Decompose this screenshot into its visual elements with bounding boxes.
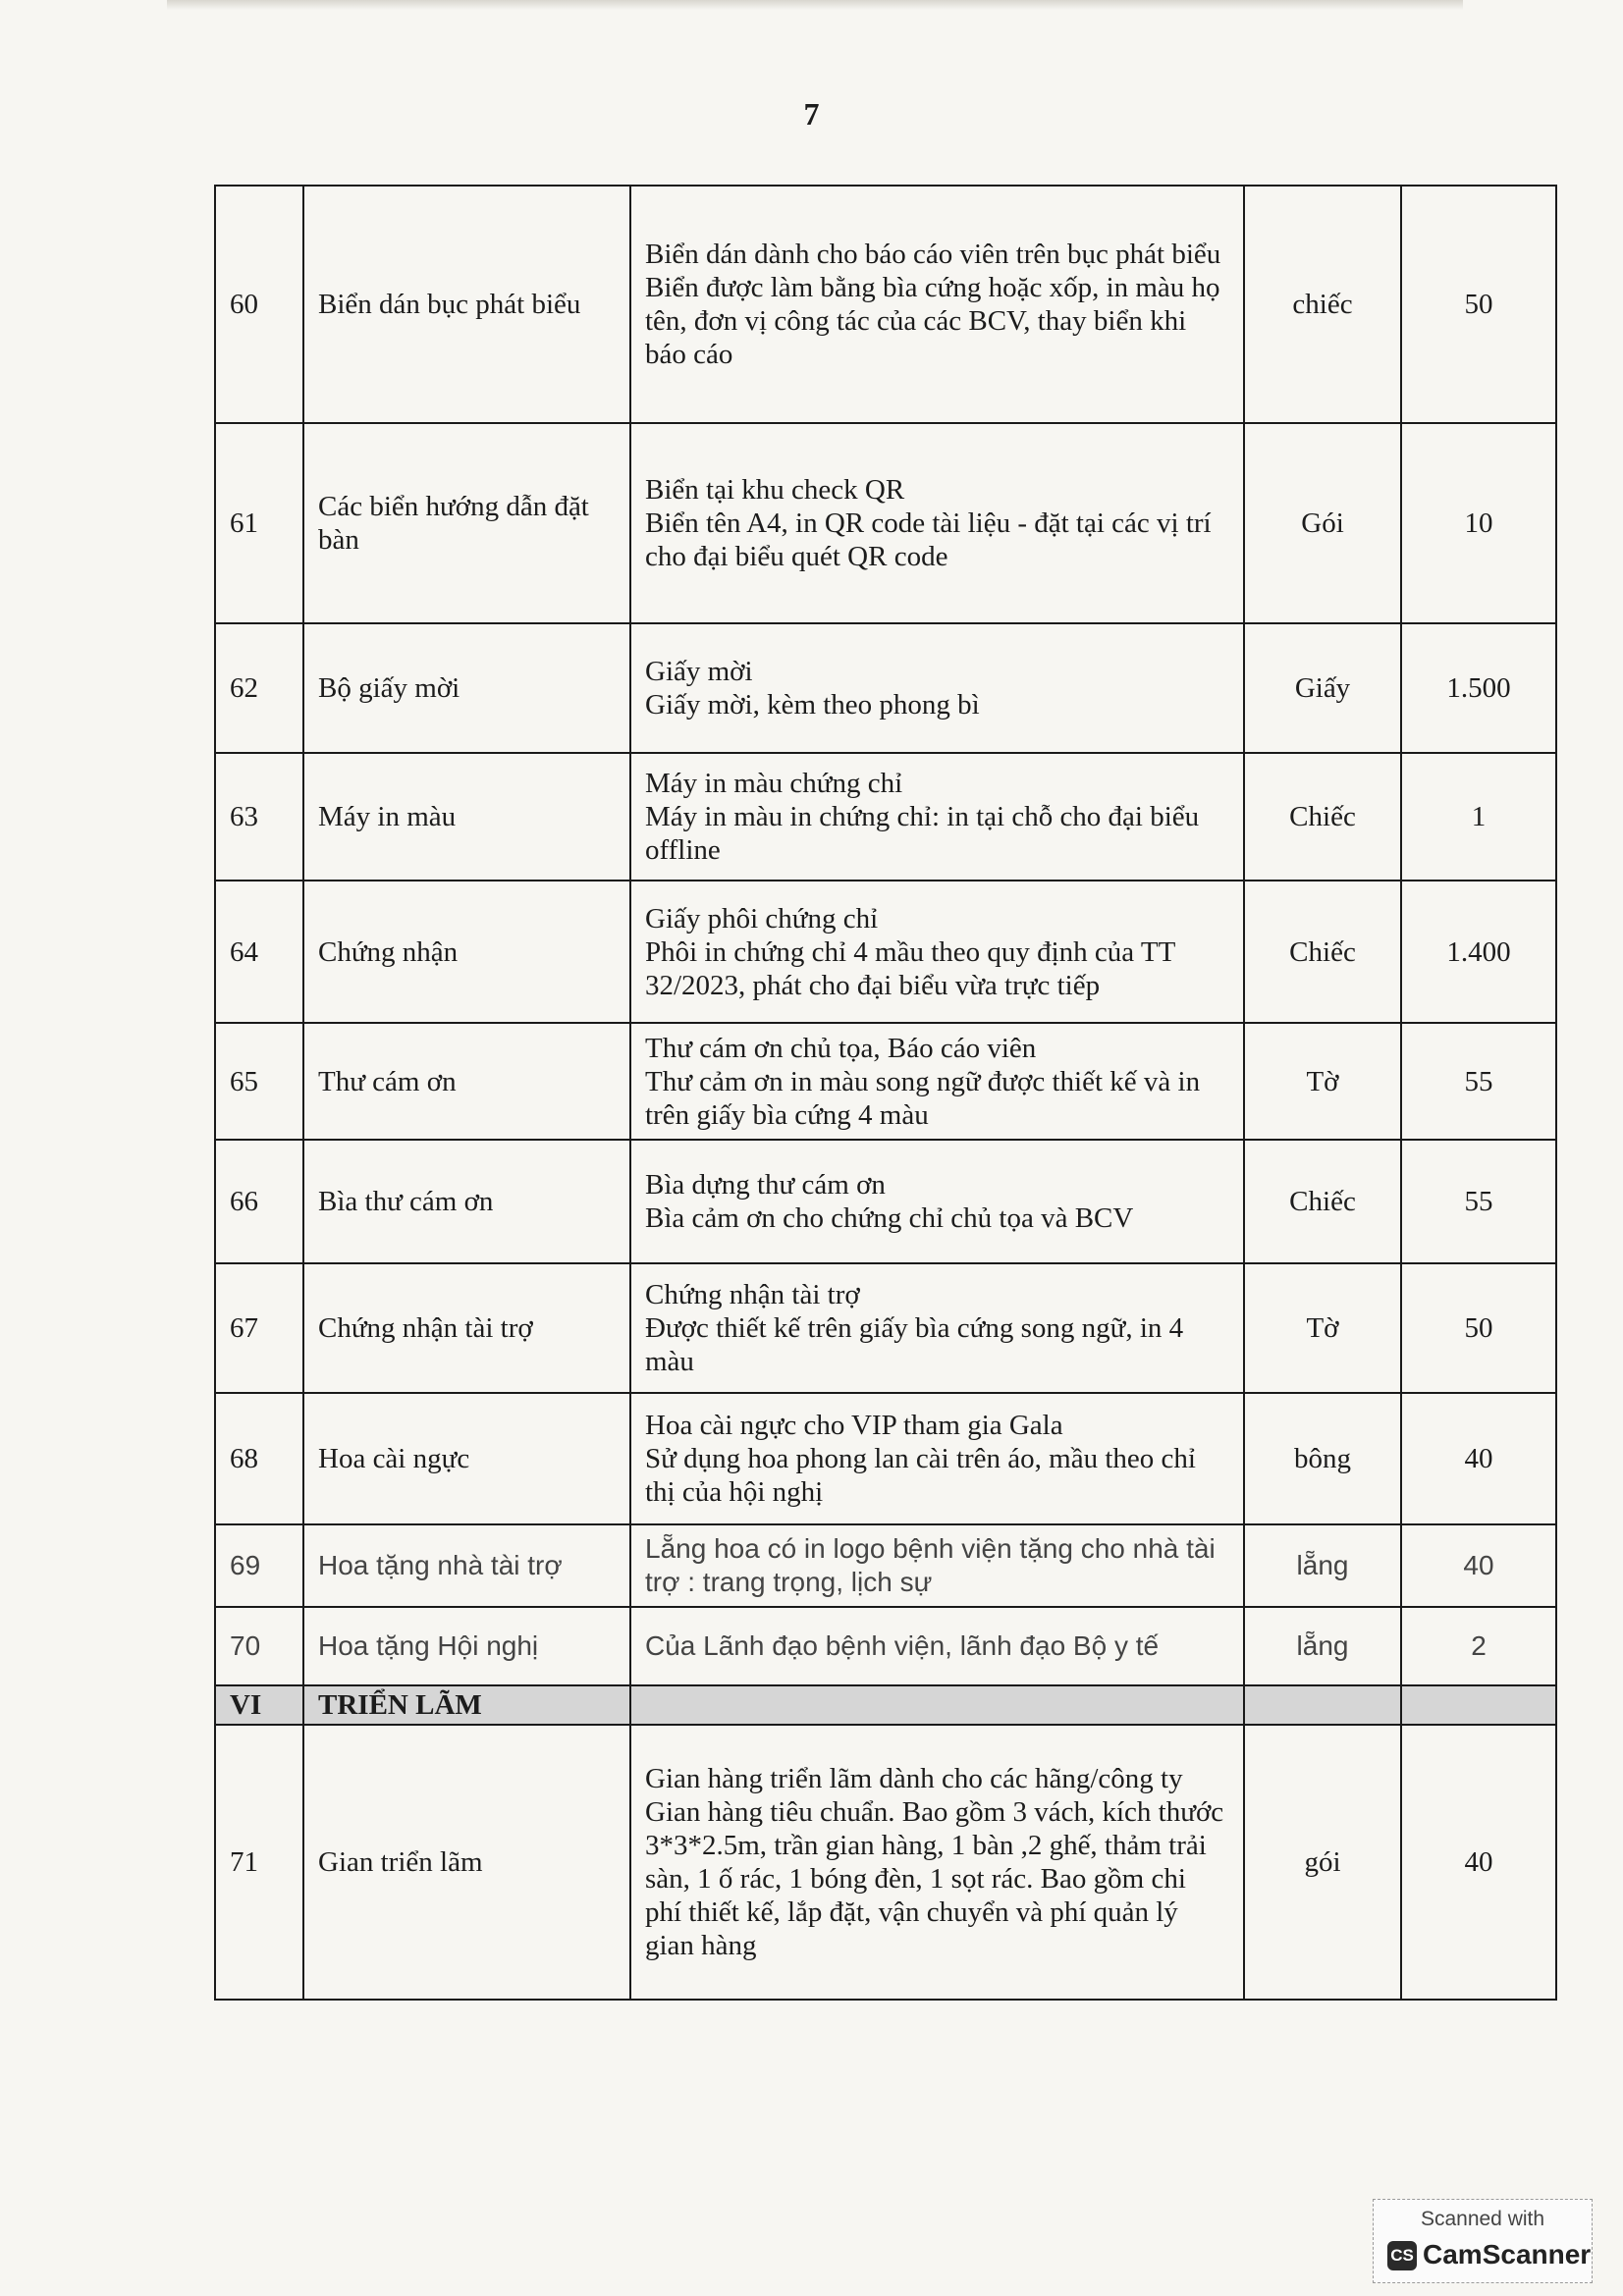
description-line: Sử dụng hoa phong lan cài trên áo, mầu theo chỉ thị của hội nghị <box>645 1443 1196 1508</box>
item-unit: Tờ <box>1244 1263 1401 1393</box>
description-line: Lẵng hoa có in logo bệnh viện tặng cho nhà tài trợ : trang trọng, lịch sự <box>645 1533 1216 1597</box>
description-line: Hoa cài ngực cho VIP tham gia Gala <box>645 1410 1063 1441</box>
row-number: 60 <box>215 186 303 423</box>
item-quantity: 50 <box>1401 186 1556 423</box>
table-row <box>215 1263 1556 1393</box>
item-name: Gian triển lãm <box>303 1725 630 2000</box>
description-line: Của Lãnh đạo bệnh viện, lãnh đạo Bộ y tế <box>645 1630 1160 1661</box>
item-unit: Chiếc <box>1244 1140 1401 1263</box>
item-description <box>630 186 1244 423</box>
item-unit: Chiếc <box>1244 881 1401 1023</box>
table-row <box>215 1023 1556 1140</box>
item-unit: Tờ <box>1244 1023 1401 1140</box>
description-line: Chứng nhận tài trợ <box>645 1279 860 1310</box>
item-quantity: 55 <box>1401 1023 1556 1140</box>
item-unit: Gói <box>1244 423 1401 623</box>
row-number: 65 <box>215 1023 303 1140</box>
item-quantity: 40 <box>1401 1524 1556 1607</box>
item-description <box>630 1725 1244 2000</box>
table-row <box>215 1524 1556 1607</box>
item-description <box>630 1524 1244 1607</box>
watermark-caption: Scanned with <box>1420 2208 1545 2230</box>
section-header-row <box>215 1685 1556 1725</box>
item-unit: Chiếc <box>1244 753 1401 881</box>
item-name: Hoa tặng nhà tài trợ <box>303 1524 630 1607</box>
items-table-body <box>215 186 1556 2000</box>
table-row <box>215 881 1556 1023</box>
items-table <box>214 185 1557 2001</box>
table-row <box>215 1140 1556 1263</box>
item-description <box>630 753 1244 881</box>
item-quantity: 40 <box>1401 1725 1556 2000</box>
row-number: 61 <box>215 423 303 623</box>
section-empty-cell <box>1244 1685 1401 1725</box>
item-unit: Giấy <box>1244 623 1401 753</box>
item-name: Hoa tặng Hội nghị <box>303 1607 630 1685</box>
description-line: Gian hàng tiêu chuẩn. Bao gồm 3 vách, kích thước 3*3*2.5m, trần gian hàng, 1 bàn ,2 ghế, thảm trải sàn, 1 ố rác, 1 bóng đèn, 1 sọt rác. Bao gồm chi phí thiết kế, lắp đặt, vận chuyển và phí quản lý gian hàng <box>645 1796 1224 1961</box>
item-quantity: 2 <box>1401 1607 1556 1685</box>
row-number: 64 <box>215 881 303 1023</box>
item-unit: gói <box>1244 1725 1401 2000</box>
item-description <box>630 1607 1244 1685</box>
table-row <box>215 1607 1556 1685</box>
description-line: Thư cảm ơn in màu song ngữ được thiết kế và in trên giấy bìa cứng 4 màu <box>645 1065 1201 1131</box>
table-row <box>215 423 1556 623</box>
description-line: Biển dán dành cho báo cáo viên trên bục phát biểu <box>645 239 1221 270</box>
description-line: Biển tên A4, in QR code tài liệu - đặt tại các vị trí cho đại biểu quét QR code <box>645 507 1212 572</box>
row-number: 62 <box>215 623 303 753</box>
description-line: Phôi in chứng chỉ 4 mầu theo quy định của TT 32/2023, phát cho đại biểu vừa trực tiếp <box>645 935 1175 1001</box>
item-description <box>630 1023 1244 1140</box>
item-description <box>630 1393 1244 1524</box>
item-description <box>630 623 1244 753</box>
item-description <box>630 1263 1244 1393</box>
item-quantity: 10 <box>1401 423 1556 623</box>
description-line: Bìa dựng thư cám ơn <box>645 1169 886 1201</box>
item-unit: chiếc <box>1244 186 1401 423</box>
description-line: Giấy mời <box>645 656 753 687</box>
table-row <box>215 753 1556 881</box>
row-number: 67 <box>215 1263 303 1393</box>
row-number: 66 <box>215 1140 303 1263</box>
item-name: Hoa cài ngực <box>303 1393 630 1524</box>
row-number: 71 <box>215 1725 303 2000</box>
row-number: 68 <box>215 1393 303 1524</box>
description-line: Thư cám ơn chủ tọa, Báo cáo viên <box>645 1032 1037 1064</box>
item-quantity: 55 <box>1401 1140 1556 1263</box>
item-unit: bông <box>1244 1393 1401 1524</box>
item-name: Chứng nhận tài trợ <box>303 1263 630 1393</box>
item-name: Máy in màu <box>303 753 630 881</box>
item-quantity: 1 <box>1401 753 1556 881</box>
item-description <box>630 1140 1244 1263</box>
description-line: Giấy mời, kèm theo phong bì <box>645 689 980 721</box>
camscanner-watermark <box>1373 2199 1593 2283</box>
section-title: TRIỂN LÃM <box>303 1685 630 1725</box>
item-description <box>630 423 1244 623</box>
item-name: Bìa thư cám ơn <box>303 1140 630 1263</box>
item-name: Bộ giấy mời <box>303 623 630 753</box>
item-unit: lẵng <box>1244 1524 1401 1607</box>
table-row <box>215 1725 1556 2000</box>
item-quantity: 1.500 <box>1401 623 1556 753</box>
table-row <box>215 623 1556 753</box>
description-line: Máy in màu in chứng chỉ: in tại chỗ cho đại biểu offline <box>645 801 1200 866</box>
table-row <box>215 186 1556 423</box>
item-name: Biển dán bục phát biểu <box>303 186 630 423</box>
description-line: Biển được làm bằng bìa cứng hoặc xốp, in màu họ tên, đơn vị công tác của các BCV, thay biển khi báo cáo <box>645 272 1220 370</box>
description-line: Được thiết kế trên giấy bìa cứng song ngữ, in 4 màu <box>645 1312 1184 1377</box>
description-line: Giấy phôi chứng chỉ <box>645 902 879 934</box>
item-quantity: 50 <box>1401 1263 1556 1393</box>
description-line: Biển tại khu check QR <box>645 474 905 506</box>
item-name: Chứng nhận <box>303 881 630 1023</box>
item-quantity: 40 <box>1401 1393 1556 1524</box>
table-row <box>215 1393 1556 1524</box>
description-line: Gian hàng triển lãm dành cho các hãng/công ty <box>645 1763 1183 1794</box>
item-name: Các biển hướng dẫn đặt bàn <box>303 423 630 623</box>
page-number: 7 <box>803 96 820 132</box>
description-line: Máy in màu chứng chỉ <box>645 768 903 799</box>
item-unit: lẵng <box>1244 1607 1401 1685</box>
scan-edge <box>167 0 1463 10</box>
section-empty-cell <box>630 1685 1244 1725</box>
item-description <box>630 881 1244 1023</box>
row-number: 70 <box>215 1607 303 1685</box>
row-number: 69 <box>215 1524 303 1607</box>
section-empty-cell <box>1401 1685 1556 1725</box>
camscanner-logo-icon: CS <box>1387 2241 1417 2270</box>
watermark-brand: CamScanner <box>1423 2239 1592 2269</box>
item-name: Thư cám ơn <box>303 1023 630 1140</box>
description-line: Bìa cảm ơn cho chứng chỉ chủ tọa và BCV <box>645 1202 1134 1234</box>
section-number: VI <box>215 1685 303 1725</box>
row-number: 63 <box>215 753 303 881</box>
item-quantity: 1.400 <box>1401 881 1556 1023</box>
